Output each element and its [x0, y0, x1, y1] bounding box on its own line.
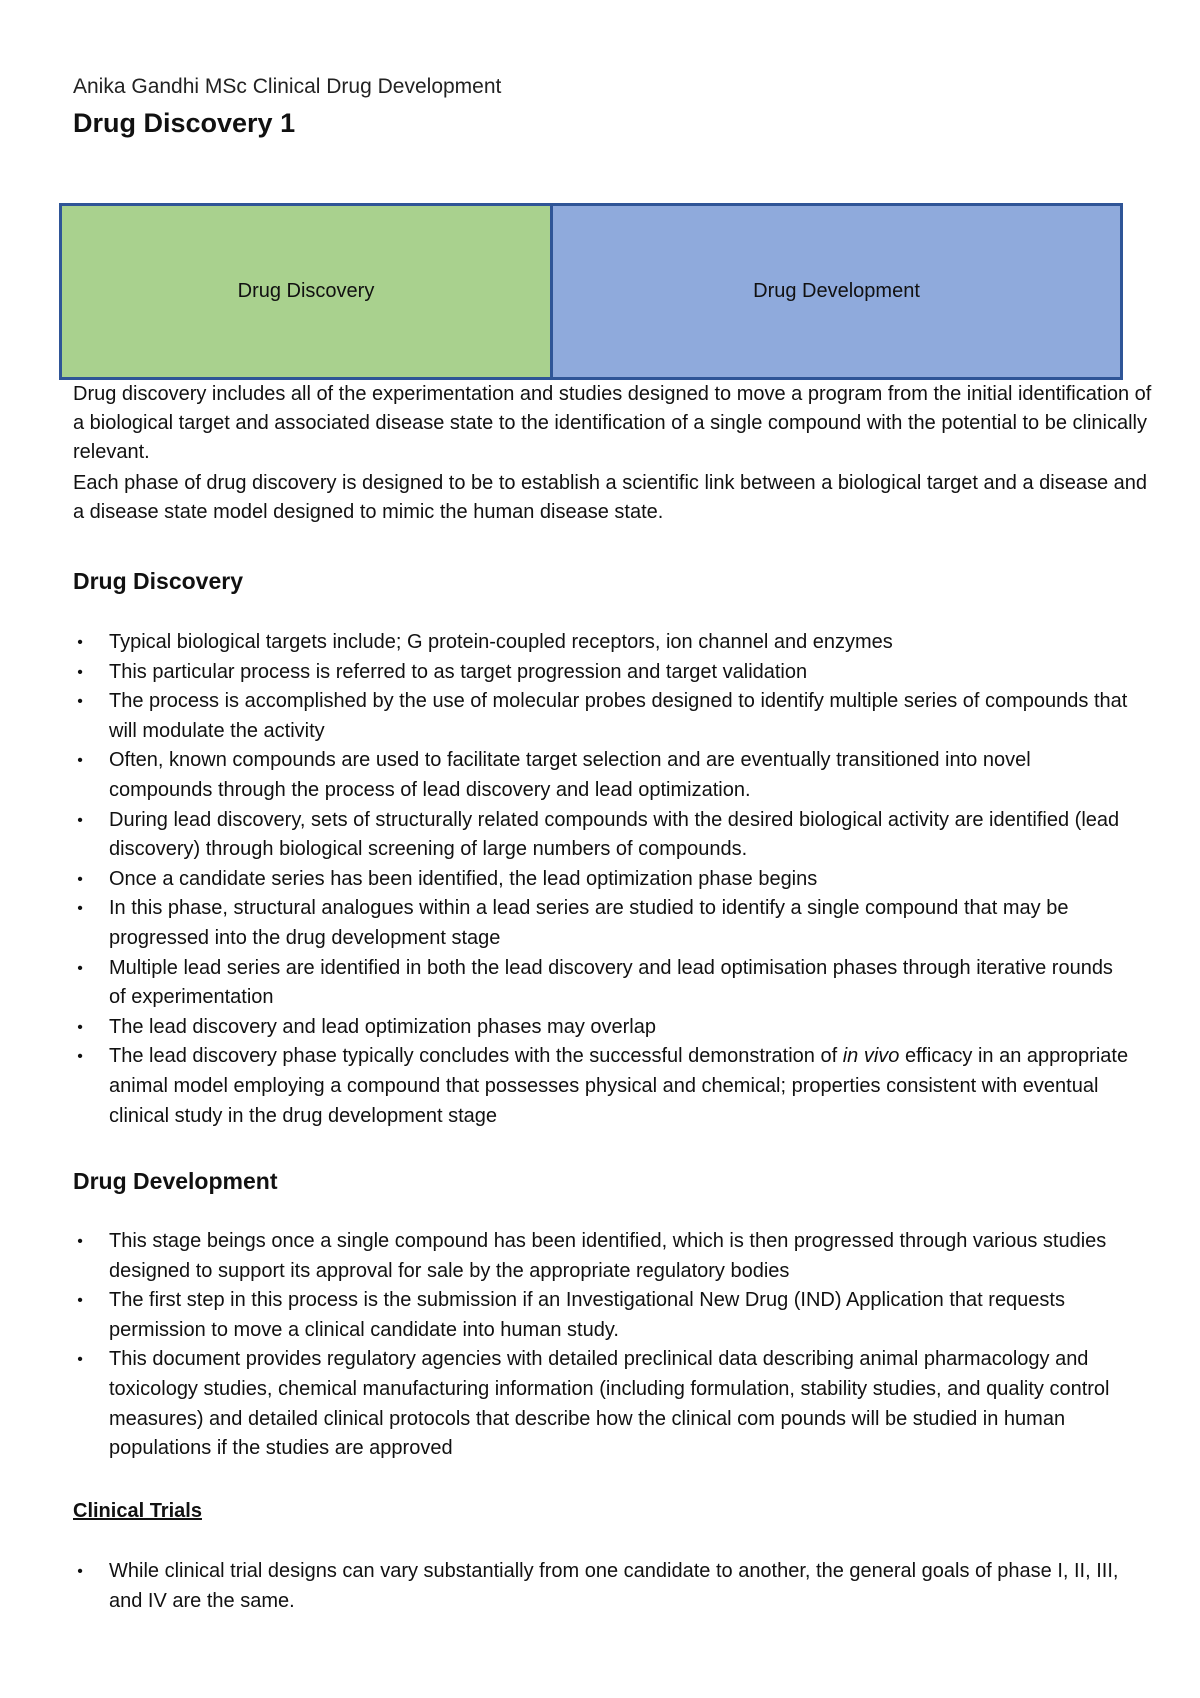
list-item	[73, 658, 1133, 688]
list-item	[73, 954, 1133, 1013]
drug-development-box-label: Drug Development	[753, 280, 920, 302]
list-item-text: While clinical trial designs can vary substantially from one candidate to another, the general goals of phase I, II, III, and IV are the same.	[109, 1560, 1119, 1612]
drug-discovery-box-label: Drug Discovery	[237, 280, 375, 302]
bullet-icon: •	[77, 870, 83, 888]
list-item	[73, 1042, 1133, 1131]
list-item-text-end: efficacy in an appropriate animal model employing a compound that possesses physical and chemical; properties consistent with eventual clinical study in the drug development stage	[109, 1045, 1129, 1127]
list-item-text: This stage beings once a single compound has been identified, which is then progressed through various studies designed to support its approval for sale by the appropriate regulatory bodies	[109, 1230, 1107, 1282]
list-item	[73, 1286, 1133, 1345]
bullet-icon: •	[77, 1233, 83, 1250]
bullet-icon: •	[77, 1351, 83, 1369]
page-title: Drug Discovery 1	[73, 108, 296, 138]
list-item-text: Once a candidate series has been identified, the lead optimization phase begins	[109, 867, 818, 890]
bullet-icon: •	[77, 811, 83, 829]
list-item	[73, 687, 1133, 746]
list-item	[73, 1227, 1133, 1286]
author-line: Anika Gandhi MSc Clinical Drug Development	[73, 75, 502, 98]
list-item	[73, 628, 1133, 658]
list-item	[73, 1345, 1133, 1463]
list-item	[73, 865, 1133, 895]
list-item-text: Typical biological targets include; G protein-coupled receptors, ion channel and enzymes	[109, 631, 893, 653]
bullet-icon: •	[77, 1018, 83, 1036]
bullet-icon: •	[77, 663, 83, 681]
bullet-icon: •	[77, 1563, 83, 1580]
list-item	[73, 1013, 1133, 1043]
drug-development-box	[553, 206, 1120, 377]
bullet-icon: •	[77, 693, 83, 711]
list-item-text: The process is accomplished by the use of molecular probes designed to identify multiple series of compounds that will modulate the activity	[109, 690, 1128, 742]
drug-development-heading: Drug Development	[73, 1168, 278, 1194]
clinical-trials-list	[73, 1557, 1133, 1616]
drug-development-list	[73, 1227, 1133, 1464]
list-item	[73, 746, 1133, 805]
list-item-text: The lead discovery and lead optimization phases may overlap	[109, 1015, 656, 1038]
list-item-text: During lead discovery, sets of structurally related compounds with the desired biological activity are identified (lead discovery) through biological screening of large numbers of compounds.	[109, 808, 1120, 861]
list-item	[73, 806, 1133, 865]
bullet-icon: •	[77, 959, 83, 977]
bullet-icon: •	[77, 900, 83, 918]
bullet-icon: •	[77, 1048, 83, 1066]
phase-diagram	[59, 203, 1123, 380]
bullet-icon: •	[77, 752, 83, 770]
bullet-icon: •	[77, 1292, 83, 1310]
list-item-text: In this phase, structural analogues within a lead series are studied to identify a single compound that may be progressed into the drug development stage	[109, 897, 1069, 949]
drug-discovery-list	[73, 628, 1133, 1131]
list-item-text: This document provides regulatory agencies with detailed preclinical data describing animal pharmacology and toxicology studies, chemical manufacturing information (including formulation, stability studies, and quality control measures) and detailed clinical protocols that describe how the clinical com pounds will be studied in human populations if the studies are approved	[109, 1348, 1110, 1460]
list-item-text: Multiple lead series are identified in both the lead discovery and lead optimisation phases through iterative rounds of experimentation	[109, 956, 1113, 1009]
list-item-text: Often, known compounds are used to facilitate target selection and are eventually transitioned into novel compounds through the process of lead discovery and lead optimization.	[109, 749, 1031, 801]
intro-paragraph-1: Drug discovery includes all of the experimentation and studies designed to move a program from the initial identification of a biological target and associated disease state to the identification of a single compound with the potential to be clinically relevant.	[73, 383, 1152, 463]
list-item-text-start: The lead discovery phase typically concludes with the successful demonstration of	[109, 1045, 843, 1068]
drug-discovery-heading: Drug Discovery	[73, 568, 244, 594]
list-item-text: The first step in this process is the submission if an Investigational New Drug (IND) Application that requests permission to move a clinical candidate into human study.	[109, 1289, 1065, 1341]
clinical-trials-heading: Clinical Trials	[73, 1500, 202, 1522]
list-item-text-italic: in vivo	[842, 1045, 900, 1068]
list-item-text: This particular process is referred to as target progression and target validation	[109, 660, 808, 683]
bullet-icon: •	[77, 634, 83, 651]
list-item	[73, 894, 1133, 953]
list-item	[73, 1557, 1133, 1616]
drug-discovery-box	[62, 206, 553, 377]
intro-paragraph-2: Each phase of drug discovery is designed to be to establish a scientific link between a biological target and a disease and a disease state model designed to mimic the human disease state.	[73, 472, 1148, 523]
